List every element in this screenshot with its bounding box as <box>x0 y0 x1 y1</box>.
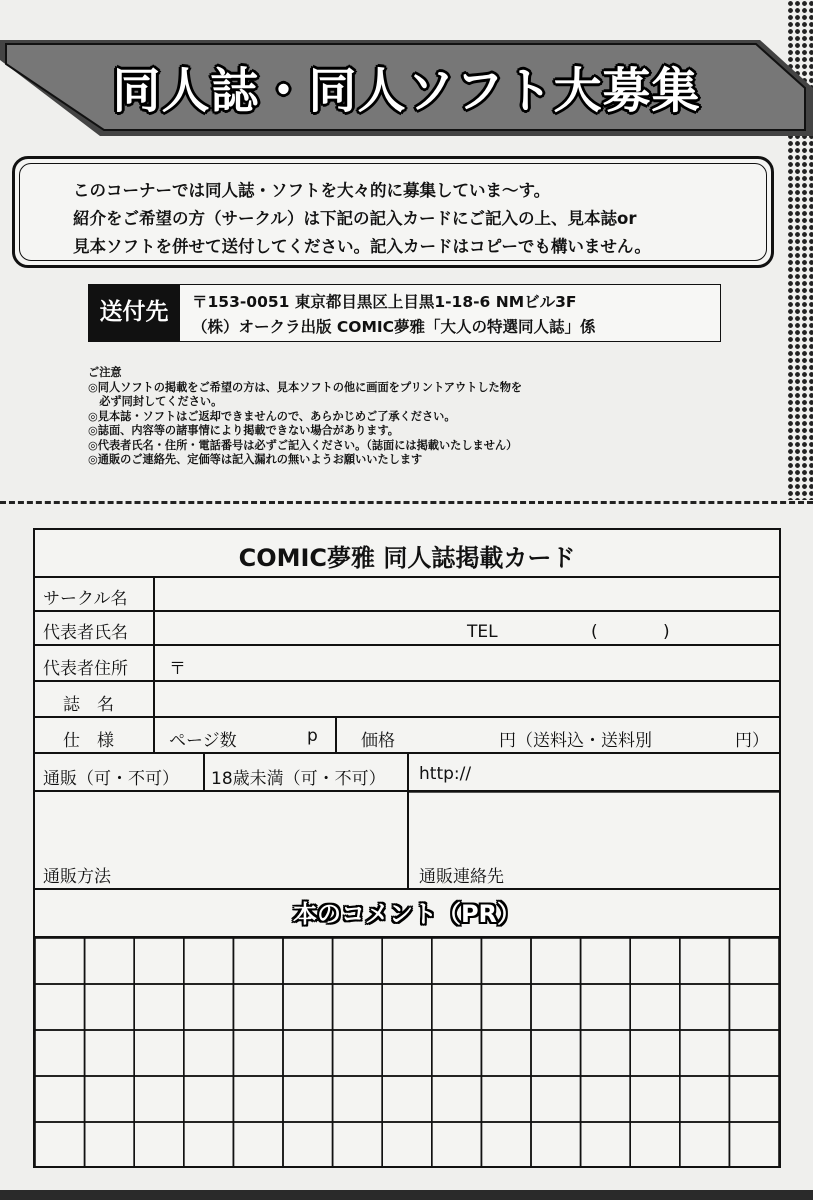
row-divider <box>35 888 779 890</box>
grid-cell <box>233 1122 283 1168</box>
tel-paren-close: ) <box>663 622 670 642</box>
grid-cell <box>85 1122 135 1168</box>
note-item: ◎代表者氏名・住所・電話番号は必ずご記入ください。（誌面には掲載いたしません） <box>88 438 518 452</box>
intro-line-1: このコーナーでは同人誌・ソフトを大々的に募集していま～す。 <box>73 181 551 200</box>
intro-box <box>12 156 774 268</box>
url-underline <box>409 792 779 793</box>
mail-order-label: 通販（可・不可） <box>43 769 179 789</box>
grid-cell <box>184 1122 234 1168</box>
notes-heading: ご注意 <box>88 366 122 379</box>
grid-cell <box>382 1122 432 1168</box>
grid-cell <box>134 1076 184 1122</box>
rep-address-label: 代表者住所 <box>43 659 128 679</box>
grid-cell <box>134 984 184 1030</box>
grid-cell <box>581 984 631 1030</box>
mail-age-divider <box>203 752 205 790</box>
spec-label: 仕 様 <box>63 731 114 751</box>
grid-cell <box>729 1076 779 1122</box>
pages-unit: p <box>307 726 318 746</box>
grid-cell <box>134 1122 184 1168</box>
grid-cell <box>630 1076 680 1122</box>
postal-mark: 〒 <box>169 659 186 679</box>
grid-cell <box>184 984 234 1030</box>
grid-cell <box>35 1122 85 1168</box>
bottom-edge <box>0 1190 813 1200</box>
grid-cell <box>531 984 581 1030</box>
magazine-name-label: 誌 名 <box>63 695 114 715</box>
grid-cell <box>680 938 730 984</box>
grid-cell <box>283 1076 333 1122</box>
row-divider <box>35 716 779 718</box>
mail-url-divider <box>407 752 409 888</box>
grid-cell <box>333 1122 383 1168</box>
label-column-divider <box>153 576 155 752</box>
mail-contact-label: 通販連絡先 <box>419 867 504 887</box>
row-divider <box>35 610 779 612</box>
card-title: COMIC夢雅 同人誌掲載カード <box>238 544 576 572</box>
banner-title: 同人誌・同人ソフト大募集 <box>112 63 701 119</box>
grid-cell <box>283 938 333 984</box>
grid-cell <box>680 1030 730 1076</box>
price-label: 価格 <box>361 731 395 751</box>
grid-cell <box>35 984 85 1030</box>
grid-cell <box>432 1076 482 1122</box>
grid-cell <box>382 984 432 1030</box>
grid-cell <box>85 1076 135 1122</box>
mail-method-label: 通販方法 <box>43 867 111 887</box>
grid-cell <box>134 1030 184 1076</box>
grid-cell <box>184 1030 234 1076</box>
comment-grid-svg <box>35 938 779 1168</box>
grid-cell <box>233 984 283 1030</box>
grid-cell <box>531 1122 581 1168</box>
grid-cell <box>680 1076 730 1122</box>
tel-paren-open: ( <box>591 622 598 642</box>
note-item: 必ず同封してください。 <box>88 395 223 408</box>
circle-name-label: サークル名 <box>43 589 128 609</box>
intro-line-3: 見本ソフトを併せて送付してください。記入カードはコピーでも構いません。 <box>73 237 651 256</box>
spec-divider <box>335 716 337 752</box>
grid-cell <box>35 938 85 984</box>
send-to-address-line-2: （株）オークラ出版 COMIC夢雅「大人の特選同人誌」係 <box>192 318 596 336</box>
grid-cell <box>233 938 283 984</box>
grid-cell <box>134 938 184 984</box>
price-detail: 円（送料込・送料別 <box>499 731 652 751</box>
grid-cell <box>680 984 730 1030</box>
intro-line-2: 紹介をご希望の方（サークル）は下記の記入カードにご記入の上、見本誌or <box>73 209 637 228</box>
grid-cell <box>531 938 581 984</box>
grid-cell <box>233 1076 283 1122</box>
grid-cell <box>35 1030 85 1076</box>
grid-cell <box>432 1122 482 1168</box>
grid-cell <box>432 938 482 984</box>
age-18-label: 18歳未満（可・不可） <box>211 769 386 789</box>
grid-cell <box>432 1030 482 1076</box>
submission-card <box>33 528 781 1168</box>
grid-cell <box>630 984 680 1030</box>
grid-cell <box>333 1030 383 1076</box>
rep-name-label: 代表者氏名 <box>43 623 128 643</box>
row-divider <box>35 680 779 682</box>
grid-cell <box>333 984 383 1030</box>
grid-cell <box>630 938 680 984</box>
notes-section <box>88 366 522 468</box>
grid-cell <box>729 938 779 984</box>
banner <box>0 40 813 140</box>
grid-cell <box>432 984 482 1030</box>
grid-cell <box>283 1122 333 1168</box>
comment-grid <box>35 938 779 1168</box>
grid-cell <box>729 984 779 1030</box>
tel-label: TEL <box>467 622 498 642</box>
send-to-address-box <box>180 284 721 342</box>
grid-cell <box>85 1030 135 1076</box>
grid-cell <box>85 938 135 984</box>
row-divider <box>35 644 779 646</box>
grid-cell <box>729 1030 779 1076</box>
grid-cell <box>581 1076 631 1122</box>
note-item: ◎通販のご連絡先、定価等は記入漏れの無いようお願いいたします <box>88 453 423 466</box>
grid-cell <box>283 984 333 1030</box>
grid-cell <box>531 1076 581 1122</box>
grid-cell <box>581 1030 631 1076</box>
grid-cell <box>630 1030 680 1076</box>
note-item: ◎同人ソフトの掲載をご希望の方は、見本ソフトの他に画面をプリントアウトした物を <box>88 380 523 394</box>
grid-cell <box>85 984 135 1030</box>
pages-label: ページ数 <box>169 731 237 751</box>
cut-line <box>0 501 813 504</box>
send-to-label: 送付先 <box>88 284 180 342</box>
grid-cell <box>581 938 631 984</box>
grid-cell <box>333 938 383 984</box>
grid-cell <box>729 1122 779 1168</box>
grid-cell <box>184 1076 234 1122</box>
pr-title: 本のコメント（PR） <box>292 900 522 928</box>
send-to-address-line-1: 〒153-0051 東京都目黒区上目黒1-18-6 NMビル3F <box>192 293 577 311</box>
grid-cell <box>382 938 432 984</box>
grid-cell <box>630 1122 680 1168</box>
price-unit: 円） <box>735 731 769 751</box>
grid-cell <box>481 1076 531 1122</box>
grid-cell <box>581 1122 631 1168</box>
grid-cell <box>233 1030 283 1076</box>
url-prefix: http:// <box>419 764 472 784</box>
note-item: ◎誌面、内容等の諸事情により掲載できない場合があります。 <box>88 424 399 437</box>
grid-cell <box>680 1122 730 1168</box>
grid-cell <box>481 984 531 1030</box>
grid-cell <box>481 938 531 984</box>
row-divider <box>35 576 779 578</box>
grid-cell <box>35 1076 85 1122</box>
grid-cell <box>283 1030 333 1076</box>
send-to-section <box>88 284 722 342</box>
grid-cell <box>531 1030 581 1076</box>
grid-cell <box>382 1030 432 1076</box>
grid-cell <box>481 1122 531 1168</box>
grid-cell <box>184 938 234 984</box>
grid-cell <box>481 1030 531 1076</box>
grid-cell <box>382 1076 432 1122</box>
grid-cell <box>333 1076 383 1122</box>
note-item: ◎見本誌・ソフトはご返却できませんので、あらかじめご了承ください。 <box>88 409 456 423</box>
